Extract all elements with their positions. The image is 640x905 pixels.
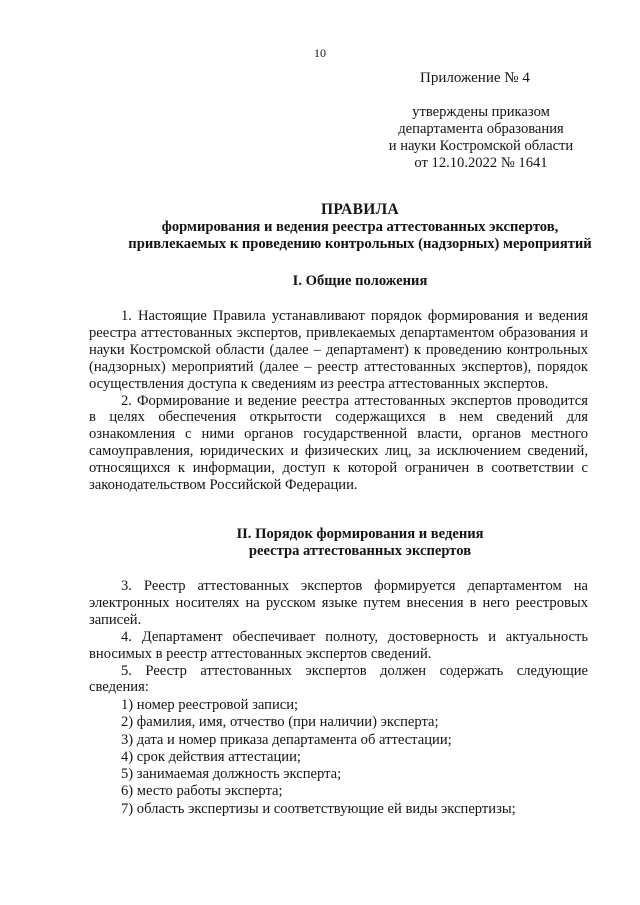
appendix-label: Приложение № 4: [420, 70, 530, 86]
records-list: [89, 697, 588, 818]
list-item: 4) срок действия аттестации;: [121, 748, 301, 765]
list-item: 6) место работы эксперта;: [121, 783, 283, 800]
list-item: 3) дата и номер приказа департамента об аттестации;: [121, 731, 452, 748]
approval-line: и науки Костромской области: [388, 138, 574, 154]
document-title: [80, 201, 640, 253]
list-item: 1) номер реестровой записи;: [121, 697, 299, 713]
section-1-body: [89, 308, 588, 494]
section-heading-2: II. Порядок формирования и ведения реестра аттестованных экспертов: [236, 526, 484, 560]
list-item: 7) область экспертизы и соответствующие ей виды экспертизы;: [121, 800, 516, 817]
paragraph: 3. Реестр аттестованных экспертов формируется департаментом на электронных носителях на русском языке путем внесения в него реестровых записей.: [89, 578, 588, 628]
approval-line: утверждены приказом: [412, 104, 550, 120]
paragraph: 4. Департамент обеспечивает полноту, достоверность и актуальность вносимых в реестр аттестованных экспертов сведений.: [89, 628, 588, 662]
approval-block: [380, 104, 582, 172]
page-number: 10: [314, 46, 326, 60]
list-item: 2) фамилия, имя, отчество (при наличии) эксперта;: [121, 714, 439, 731]
paragraph: 2. Формирование и ведение реестра аттестованных экспертов проводится в целях обеспечения открытости содержащихся в нем сведений для ознакомления с ними органов государственной власти, органов местного самоуправления, юридических и физических лиц, за исключением сведений, относящихся к информации, доступ к которой ограничен в соответствии с законодательством Российской Федерации.: [89, 392, 588, 494]
section-heading-1: I. Общие положения: [292, 273, 428, 289]
title-line: формирования и ведения реестра аттестованных экспертов,: [161, 219, 559, 235]
approval-line: от 12.10.2022 № 1641: [414, 155, 548, 171]
list-item: 5) занимаемая должность эксперта;: [121, 766, 342, 783]
paragraph: 5. Реестр аттестованных экспертов должен содержать следующие сведения:: [89, 662, 588, 696]
section-2-body: [89, 578, 588, 696]
title-main: ПРАВИЛА: [321, 201, 399, 218]
approval-line: департамента образования: [398, 121, 564, 137]
title-line: привлекаемых к проведению контрольных (надзорных) мероприятий: [128, 236, 592, 252]
paragraph: 1. Настоящие Правила устанавливают порядок формирования и ведения реестра аттестованных экспертов, привлекаемых департаментом образования и науки Костромской области (далее – департамент) к проведению контрольных (надзорных) мероприятий (далее – реестр аттестованных экспертов), порядок осуществления доступа к сведениям из реестра аттестованных экспертов.: [89, 308, 588, 392]
